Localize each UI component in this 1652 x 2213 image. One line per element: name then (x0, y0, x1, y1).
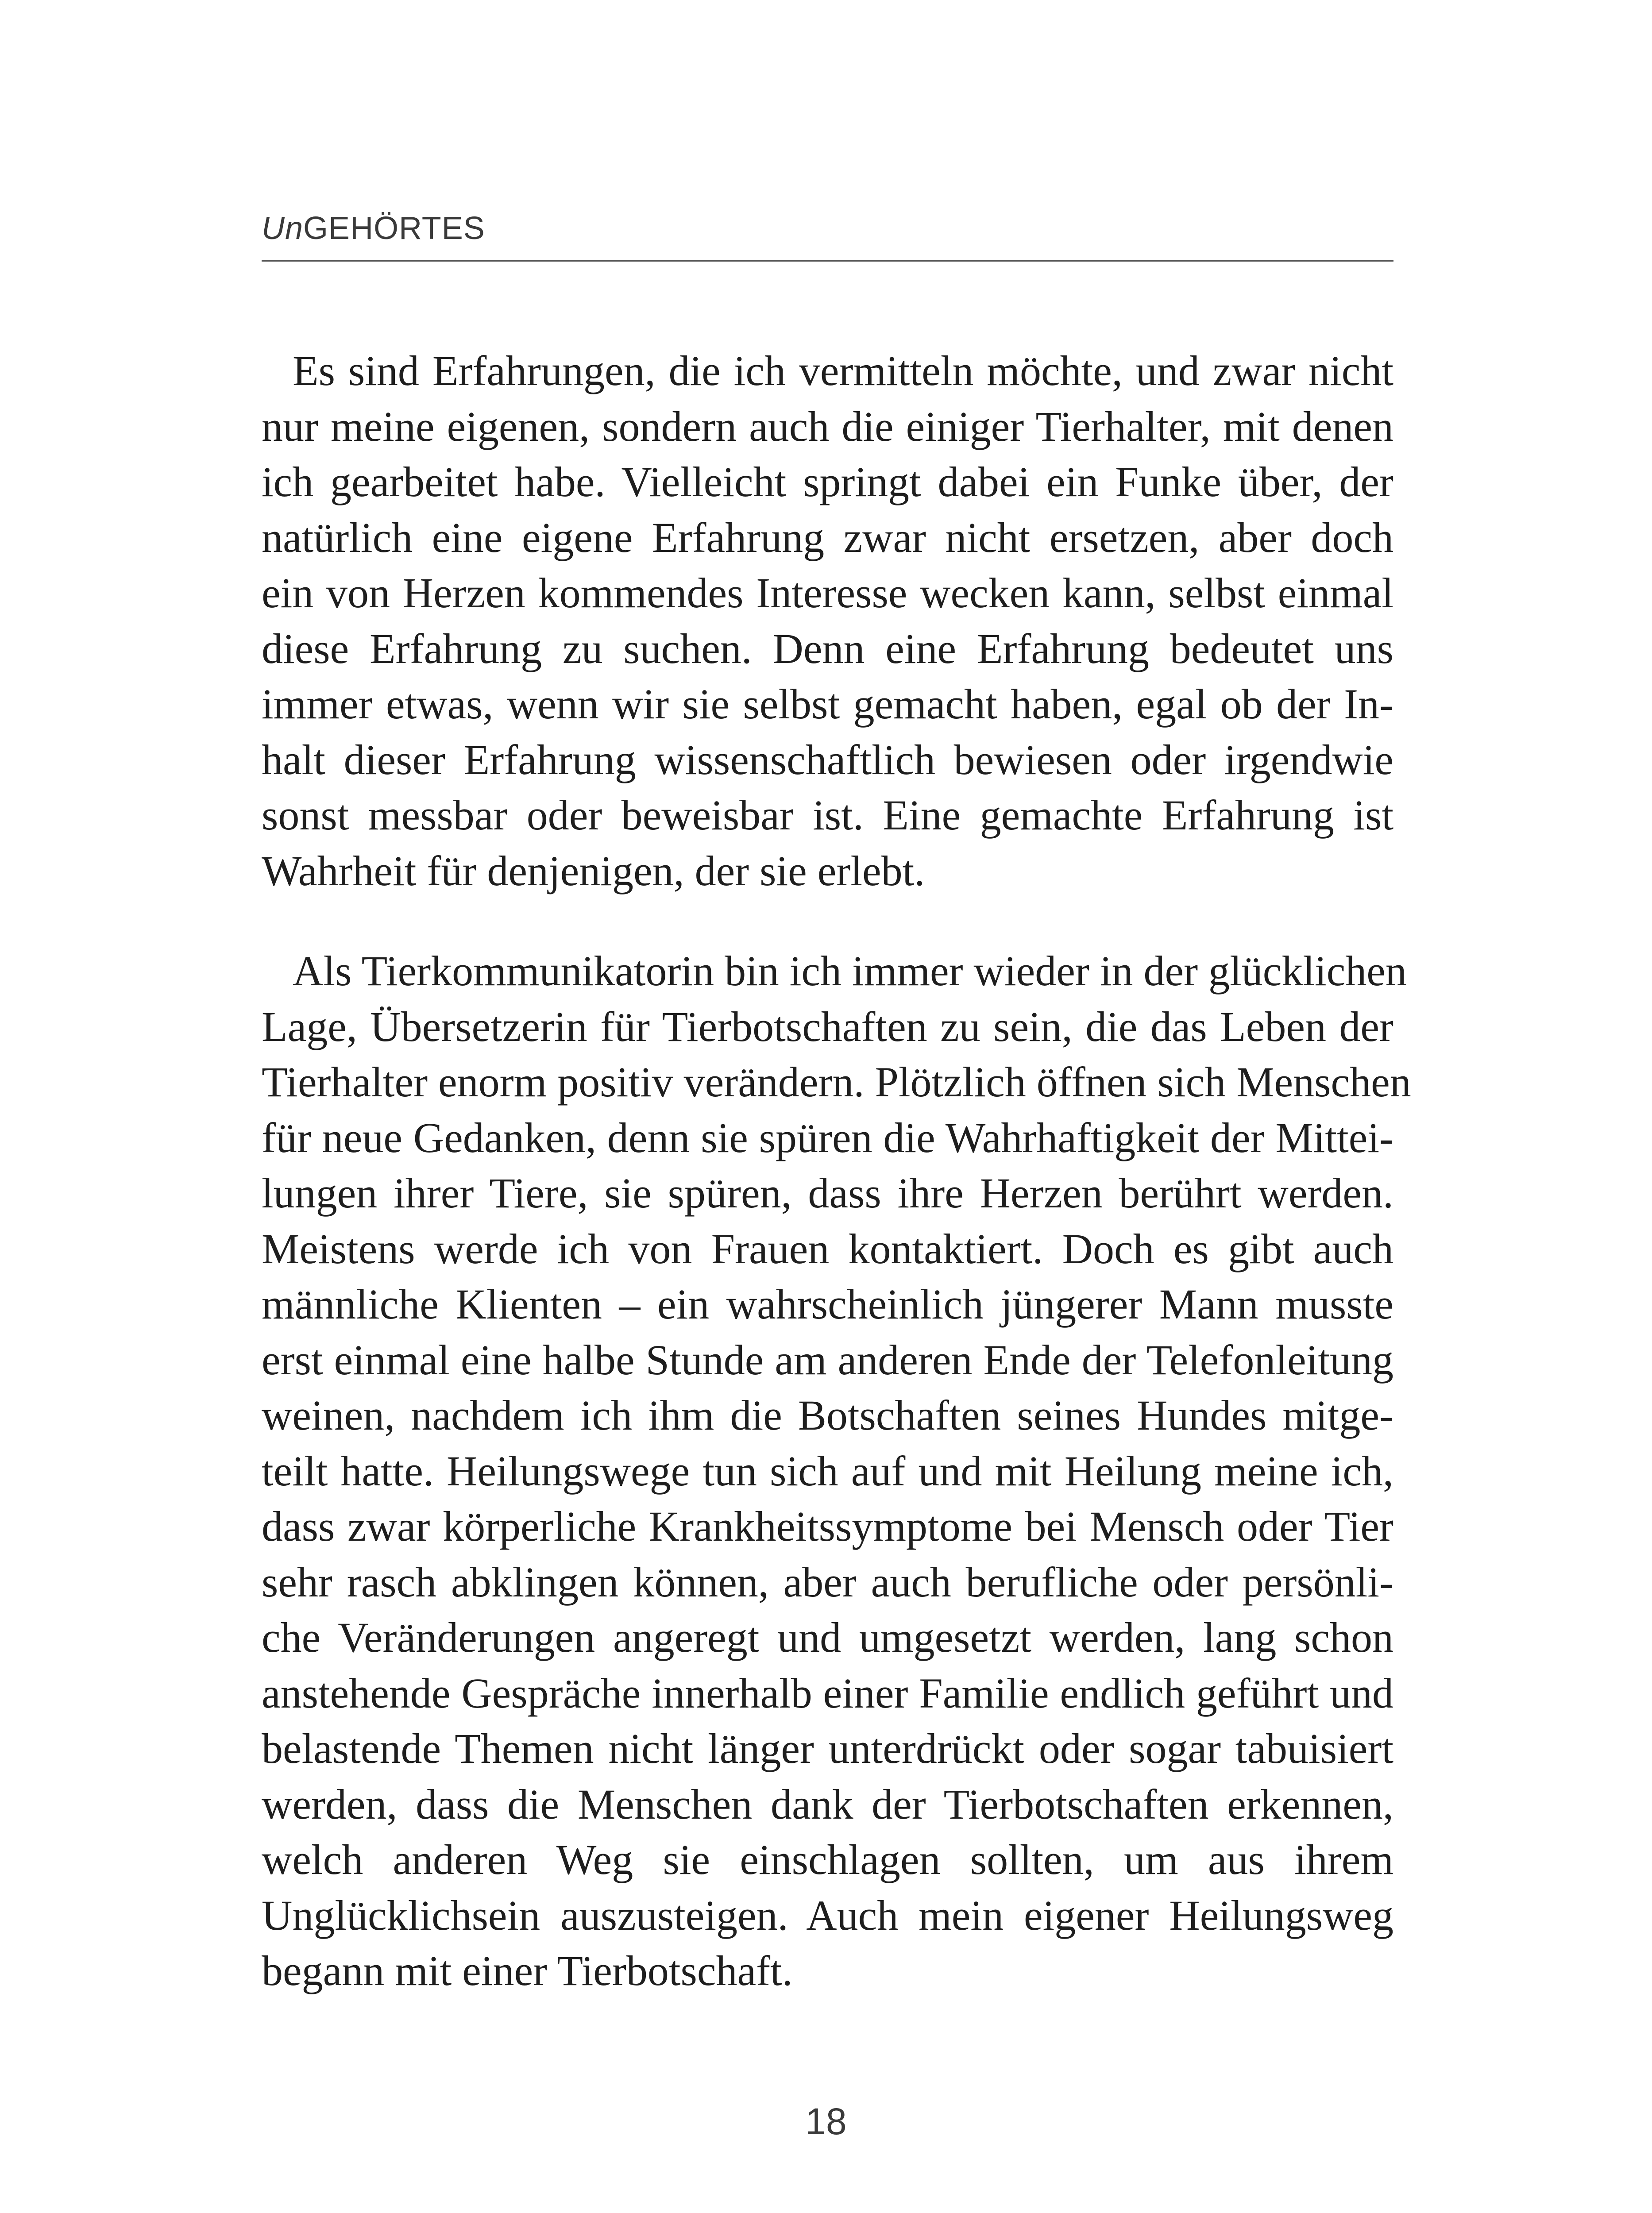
paragraph-1 (262, 343, 1393, 898)
header-title-rest: GEHÖRTES (303, 211, 485, 246)
text-line: che Veränderungen angeregt und umgesetzt werden, lang schon (262, 1614, 1393, 1661)
header-rule (262, 260, 1393, 262)
text-line: nur meine eigenen, sondern auch die einiger Tierhalter, mit denen (262, 402, 1393, 450)
text-line: ich gearbeitet habe. Vielleicht springt dabei ein Funke über, der (262, 458, 1393, 505)
text-line: lungen ihrer Tiere, sie spüren, dass ihre Herzen berührt werden. (262, 1169, 1393, 1217)
text-line: Wahrheit für denjenigen, der sie erlebt. (262, 847, 925, 894)
text-line: halt dieser Erfahrung wissenschaftlich bewiesen oder irgendwie (262, 736, 1393, 783)
text-line: Meistens werde ich von Frauen kontaktiert. Doch es gibt auch (262, 1225, 1393, 1272)
text-line: für neue Gedanken, denn sie spüren die Wahrhaftigkeit der Mittei- (262, 1114, 1393, 1161)
text-line: sonst messbar oder beweisbar ist. Eine gemachte Erfahrung ist (262, 791, 1393, 839)
page-number: 18 (805, 2101, 847, 2142)
text-line: ein von Herzen kommendes Interesse wecken kann, selbst einmal (262, 569, 1393, 617)
text-line: dass zwar körperliche Krankheitssymptome bei Mensch oder Tier (262, 1503, 1393, 1550)
text-line: sehr rasch abklingen können, aber auch berufliche oder persönli- (262, 1558, 1393, 1606)
text-line: Unglücklichsein auszusteigen. Auch mein eigener Heilungsweg (262, 1891, 1393, 1939)
text-line: männliche Klienten – ein wahrscheinlich jüngerer Mann musste (262, 1280, 1393, 1328)
text-line: Lage, Übersetzerin für Tierbotschaften zu sein, die das Leben der (262, 1002, 1393, 1050)
text-line: Als Tierkommunikatorin bin ich immer wieder in der glücklichen (293, 947, 1407, 995)
paragraph-2 (262, 943, 1411, 1999)
text-line: Es sind Erfahrungen, die ich vermitteln möchte, und zwar nicht (293, 347, 1393, 394)
text-line: welch anderen Weg sie einschlagen sollten, um aus ihrem (262, 1836, 1393, 1883)
text-line: Tierhalter enorm positiv verändern. Plötzlich öffnen sich Menschen (262, 1058, 1411, 1106)
text-line: werden, dass die Menschen dank der Tierbotschaften erkennen, (262, 1780, 1393, 1828)
text-line: natürlich eine eigene Erfahrung zwar nicht ersetzen, aber doch (262, 513, 1393, 561)
text-line: erst einmal eine halbe Stunde am anderen Ende der Telefonleitung (262, 1336, 1393, 1384)
text-line: teilt hatte. Heilungswege tun sich auf und mit Heilung meine ich, (262, 1447, 1393, 1495)
header-title-italic: Un (262, 211, 304, 246)
running-header (262, 212, 485, 244)
text-line: immer etwas, wenn wir sie selbst gemacht haben, egal ob der In- (262, 680, 1393, 728)
text-line: diese Erfahrung zu suchen. Denn eine Erfahrung bedeutet uns (262, 625, 1393, 672)
text-line: weinen, nachdem ich ihm die Botschaften seines Hundes mitge- (262, 1392, 1393, 1439)
text-line: begann mit einer Tierbotschaft. (262, 1947, 793, 1994)
text-line: anstehende Gespräche innerhalb einer Familie endlich geführt und (262, 1669, 1393, 1717)
text-line: belastende Themen nicht länger unterdrückt oder sogar tabuisiert (262, 1725, 1393, 1772)
